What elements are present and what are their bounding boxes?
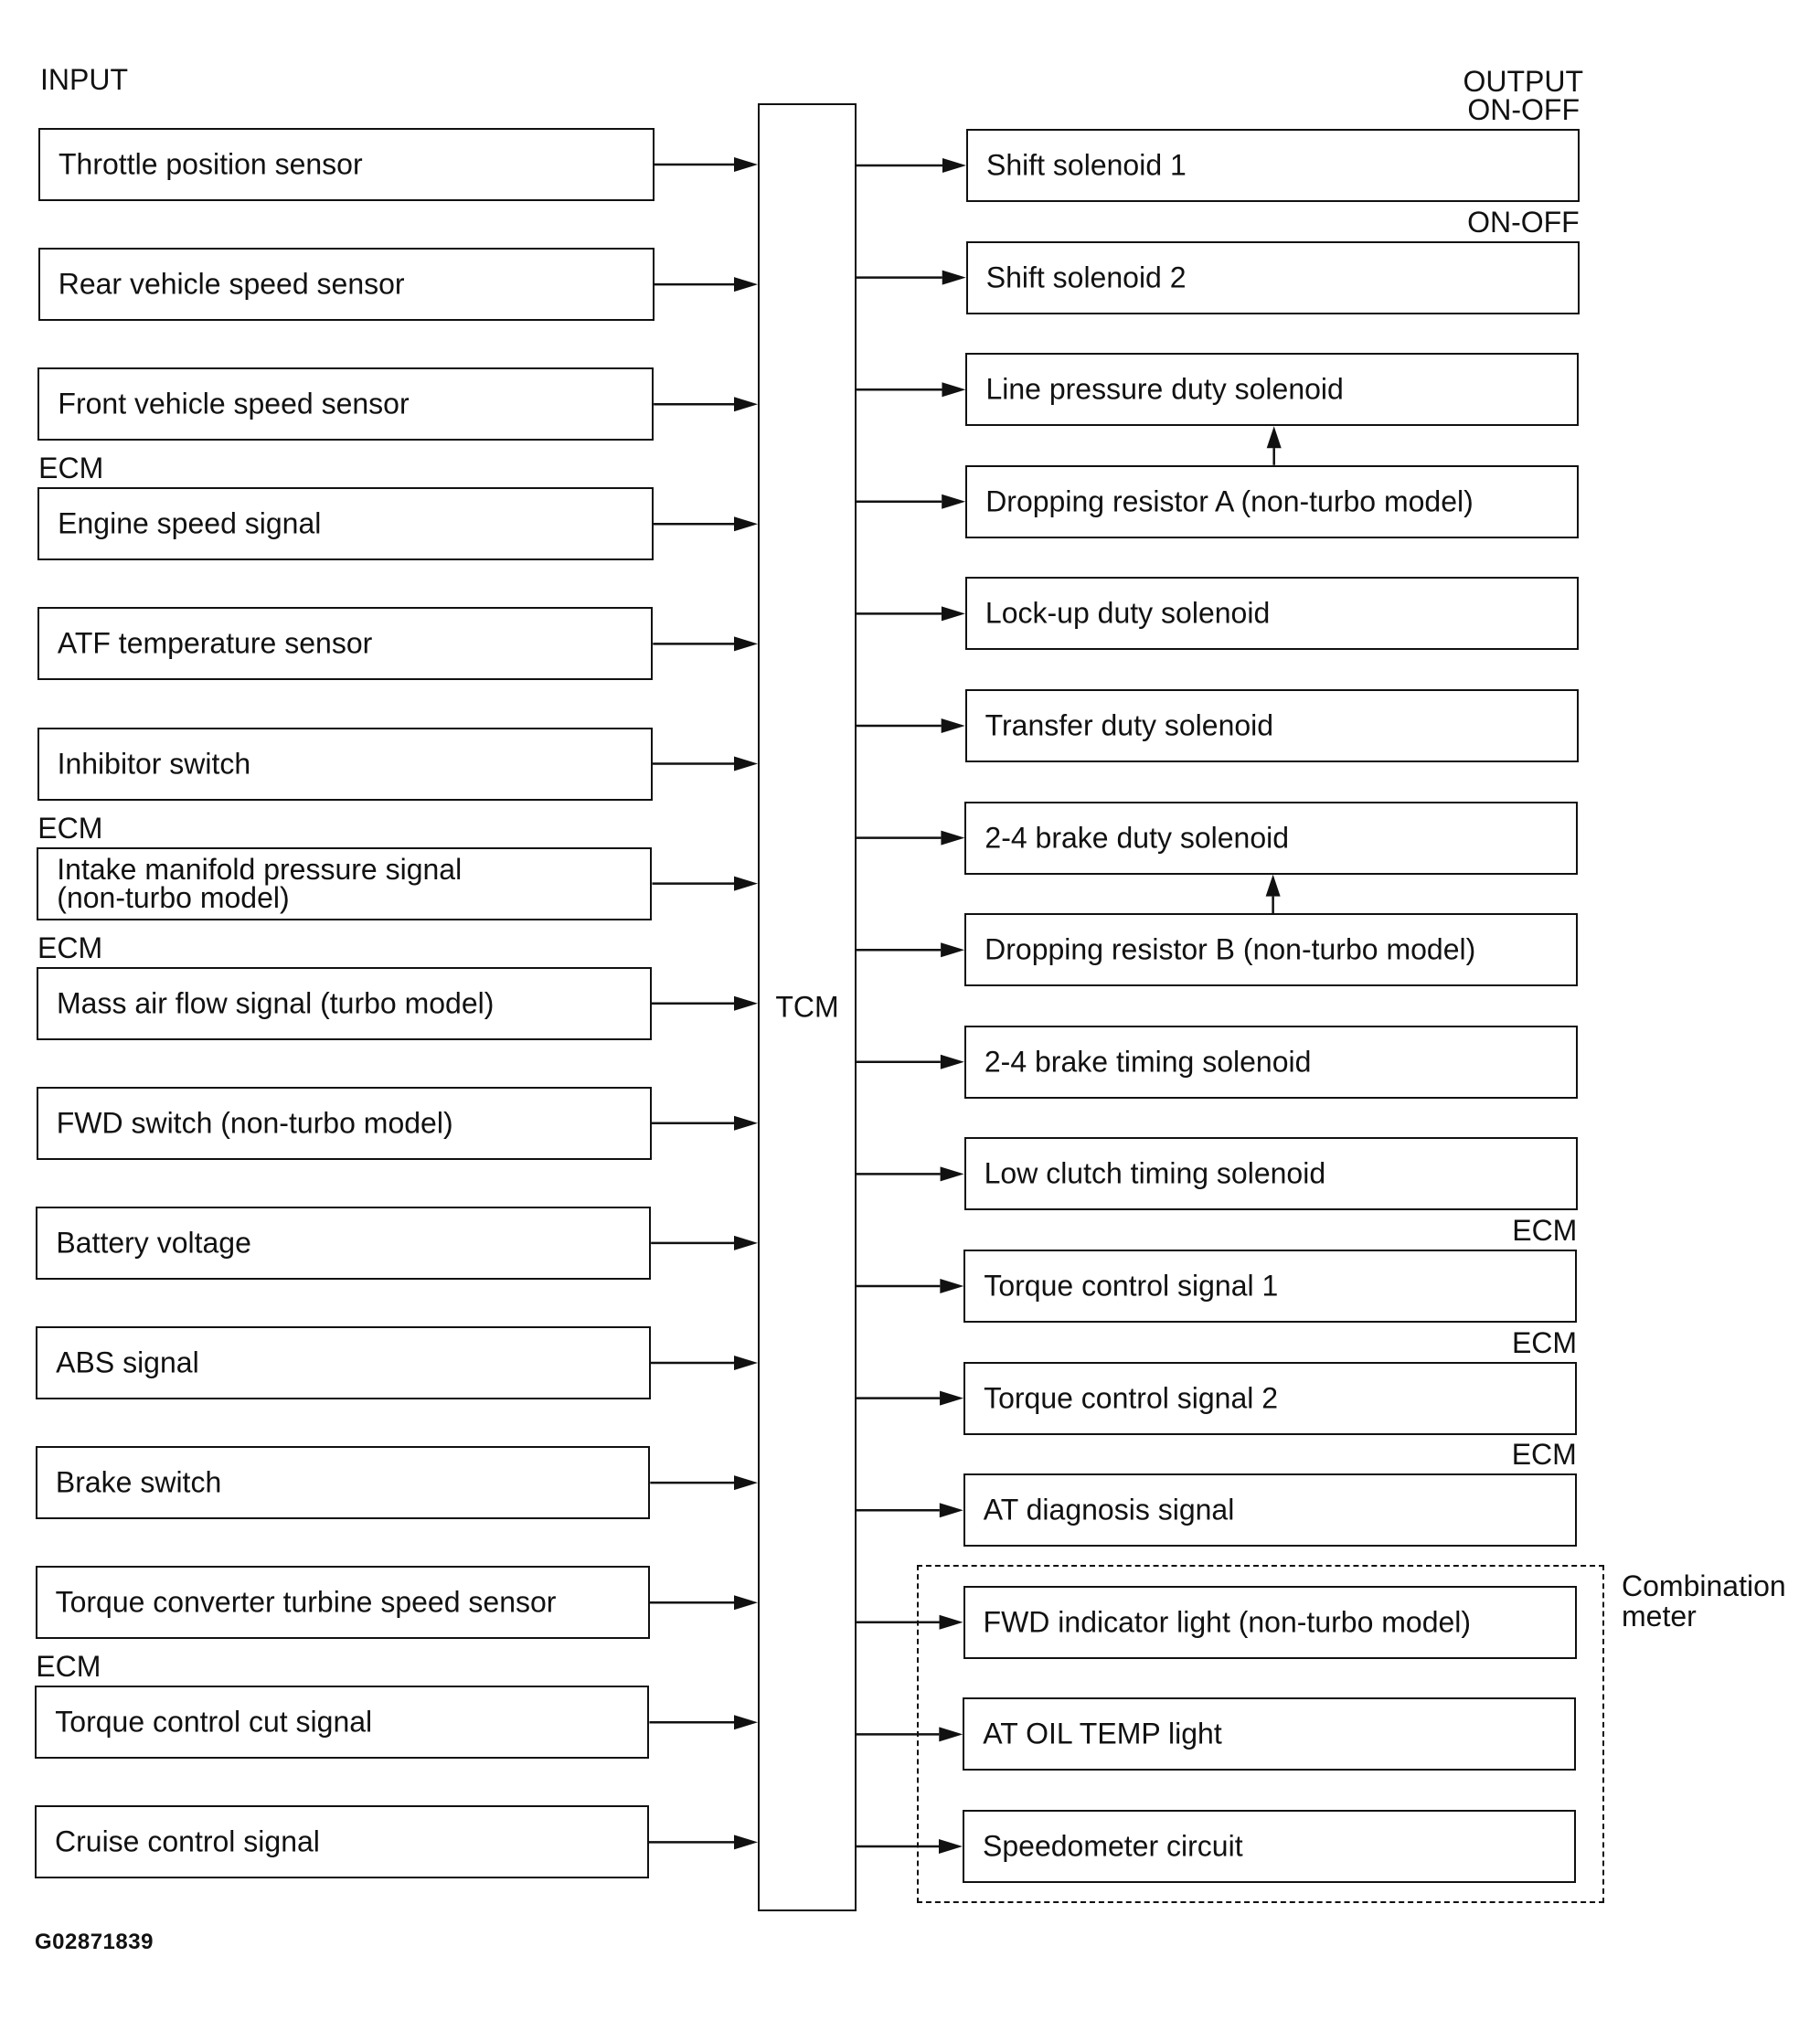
output-arrowhead <box>942 158 966 173</box>
input-box <box>37 728 653 801</box>
output-label: Shift solenoid 2 <box>985 261 1187 294</box>
output-target-note: ECM <box>1511 1438 1577 1472</box>
input-arrowhead <box>734 1835 758 1849</box>
output-label: Speedometer circuit <box>983 1829 1243 1863</box>
input-box <box>35 1686 649 1759</box>
input-label: Mass air flow signal (turbo model) <box>57 986 495 1020</box>
input-arrowhead <box>734 877 758 891</box>
output-box <box>963 1697 1576 1771</box>
input-heading: INPUT <box>40 63 128 96</box>
output-arrowhead <box>941 1166 964 1181</box>
input-box <box>36 1326 651 1399</box>
output-arrowhead <box>940 1391 963 1406</box>
output-target-note: ECM <box>1512 1214 1578 1247</box>
input-source-note: ECM <box>37 931 103 964</box>
input-source-note: ECM <box>36 1650 101 1684</box>
tcm-label: TCM <box>775 990 839 1024</box>
output-box <box>963 1250 1577 1323</box>
input-box <box>38 128 655 201</box>
output-label: 2-4 brake duty solenoid <box>985 821 1290 855</box>
input-label: Cruise control signal <box>55 1824 320 1858</box>
output-box <box>963 1362 1577 1435</box>
input-arrowhead <box>734 996 758 1011</box>
input-label: Front vehicle speed sensor <box>58 387 410 420</box>
input-box <box>37 1087 652 1160</box>
input-box <box>37 847 652 920</box>
output-box <box>965 577 1579 650</box>
resistor-link-arrowhead <box>1266 875 1281 897</box>
input-box <box>37 967 652 1040</box>
output-arrowhead <box>941 831 964 846</box>
output-label: Low clutch timing solenoid <box>984 1156 1326 1190</box>
input-arrowhead <box>734 1475 758 1490</box>
input-arrowhead <box>734 1715 758 1729</box>
input-box <box>35 1805 649 1878</box>
input-label: ABS signal <box>56 1346 199 1379</box>
input-arrowhead <box>734 636 758 651</box>
input-box <box>36 1566 650 1639</box>
input-label: Torque control cut signal <box>55 1705 373 1739</box>
input-arrowhead <box>734 1116 758 1131</box>
output-box <box>966 129 1580 202</box>
output-arrowhead <box>942 718 965 733</box>
output-label: Torque control signal 2 <box>984 1381 1279 1415</box>
output-label: Dropping resistor B (non-turbo model) <box>985 932 1476 966</box>
output-arrowhead <box>941 942 964 957</box>
input-box <box>37 607 653 680</box>
output-arrowhead <box>942 271 966 285</box>
output-arrowhead <box>942 495 965 509</box>
output-box <box>964 1137 1578 1210</box>
input-arrowhead <box>734 1236 758 1250</box>
output-box <box>965 465 1579 538</box>
output-arrowhead <box>942 606 965 621</box>
output-target-note: ON-OFF <box>1467 93 1580 126</box>
input-label: Battery voltage <box>56 1226 251 1260</box>
output-label: Line pressure duty solenoid <box>985 372 1344 406</box>
output-label: Torque control signal 1 <box>984 1269 1279 1303</box>
output-label: FWD indicator light (non-turbo model) <box>983 1605 1472 1639</box>
input-label: Engine speed signal <box>58 506 322 540</box>
input-arrowhead <box>734 757 758 771</box>
input-label: FWD switch (non-turbo model) <box>56 1106 453 1140</box>
output-box <box>965 689 1579 762</box>
output-box <box>963 1586 1577 1659</box>
input-label: Torque converter turbine speed sensor <box>55 1585 557 1619</box>
input-source-note: ECM <box>38 452 104 485</box>
input-box <box>37 487 654 560</box>
output-box <box>963 1473 1577 1547</box>
output-target-note: ON-OFF <box>1467 205 1580 239</box>
output-heading: OUTPUT <box>1463 65 1583 98</box>
input-label: Throttle position sensor <box>59 147 363 181</box>
output-label: Dropping resistor A (non-turbo model) <box>985 484 1474 518</box>
input-arrowhead <box>734 157 758 172</box>
output-arrowhead <box>941 1055 964 1069</box>
input-arrowhead <box>734 397 758 411</box>
output-label: 2-4 brake timing solenoid <box>984 1045 1312 1079</box>
output-box <box>964 1026 1578 1099</box>
input-arrowhead <box>734 277 758 292</box>
input-label: Brake switch <box>55 1465 222 1499</box>
input-box <box>36 1446 650 1519</box>
output-label: Shift solenoid 1 <box>986 148 1187 182</box>
output-target-note: ECM <box>1511 1325 1578 1359</box>
input-box <box>37 367 654 441</box>
input-label: Intake manifold pressure signal (non-turbo model) <box>57 852 463 914</box>
resistor-link-arrowhead <box>1267 426 1282 448</box>
output-arrowhead <box>940 1503 963 1517</box>
output-label: Lock-up duty solenoid <box>985 596 1271 630</box>
input-box <box>36 1207 651 1280</box>
reference-code: G02871839 <box>35 1930 154 1954</box>
output-arrowhead <box>942 382 965 397</box>
input-box <box>38 248 655 321</box>
input-source-note: ECM <box>37 811 103 845</box>
tcm-block <box>758 103 857 1911</box>
input-label: Inhibitor switch <box>57 747 251 780</box>
output-box <box>966 241 1580 314</box>
output-label: Transfer duty solenoid <box>985 708 1274 742</box>
output-label: AT OIL TEMP light <box>983 1717 1222 1750</box>
input-arrowhead <box>734 1356 758 1370</box>
input-arrowhead <box>734 516 758 531</box>
output-box <box>965 353 1579 426</box>
output-label: AT diagnosis signal <box>983 1493 1235 1526</box>
combination-meter-label: Combination meter <box>1622 1569 1786 1633</box>
output-box <box>964 802 1578 875</box>
output-box <box>964 913 1578 986</box>
input-arrowhead <box>734 1595 758 1610</box>
input-label: ATF temperature sensor <box>57 626 373 660</box>
output-arrowhead <box>940 1279 963 1293</box>
input-label: Rear vehicle speed sensor <box>58 267 405 301</box>
output-box <box>963 1810 1576 1883</box>
